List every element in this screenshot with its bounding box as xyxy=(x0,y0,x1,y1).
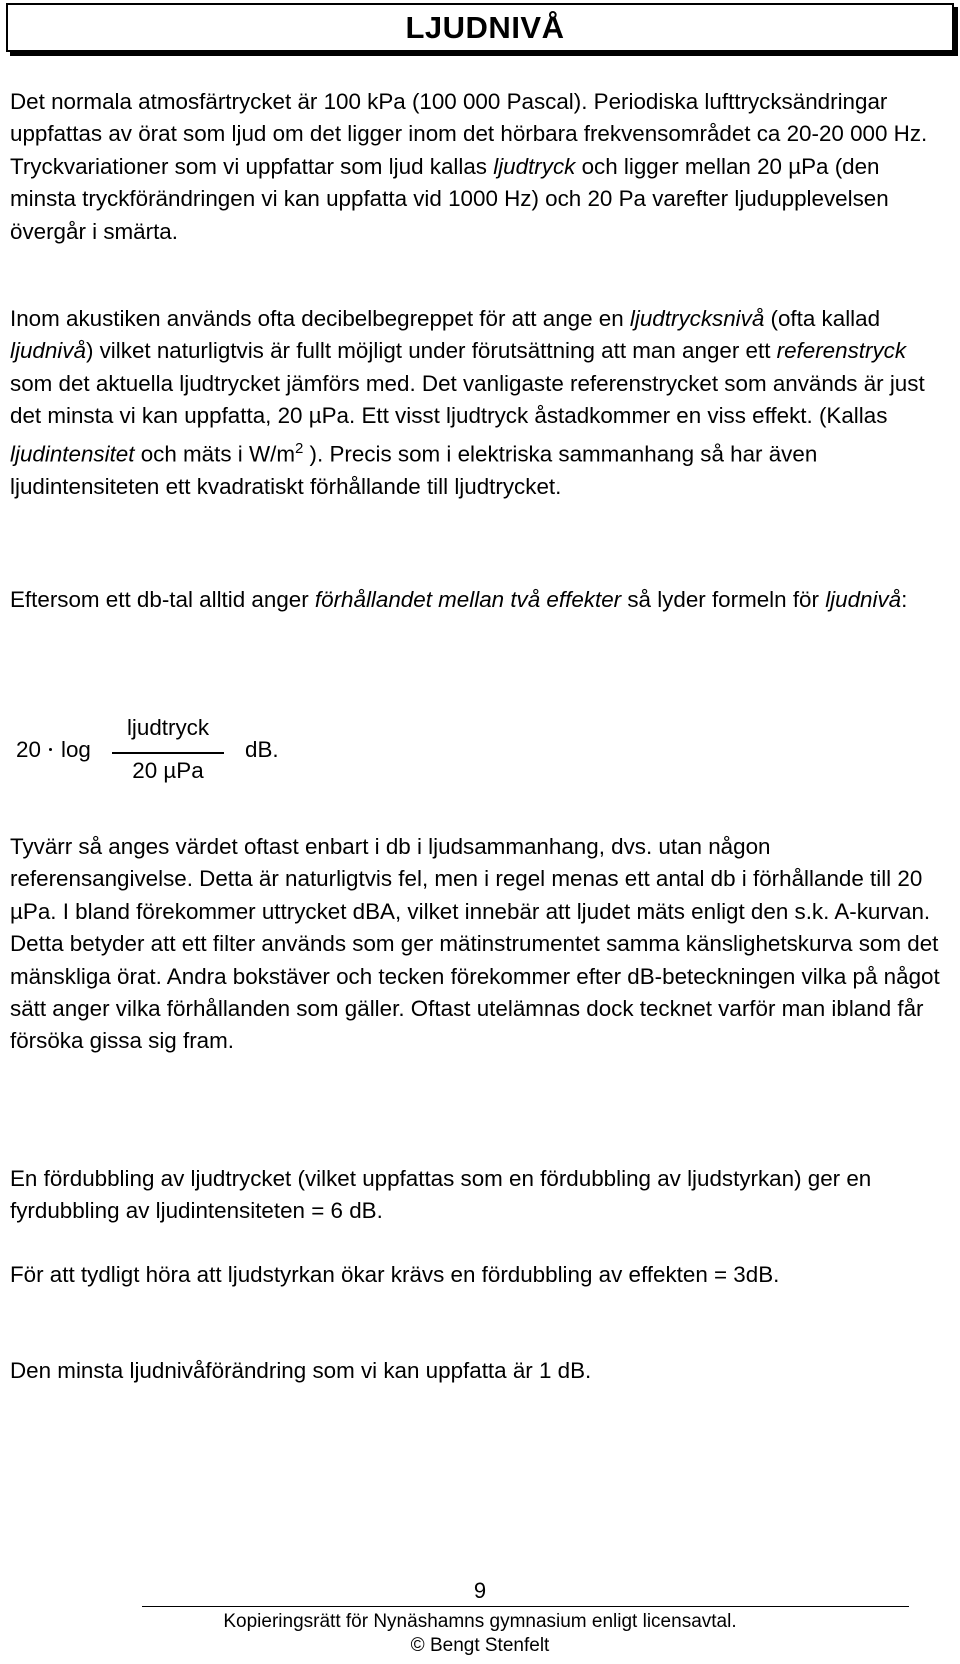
paragraph-text: Den minsta ljudnivåförändring som vi kan uppfatta är 1 dB. xyxy=(10,1358,592,1383)
fraction-bar xyxy=(112,752,224,754)
sound-level-formula xyxy=(16,715,316,805)
paragraph-text: Det normala atmosfärtrycket är 100 kPa (100 000 Pascal). Periodiska lufttrycksändringar uppfattas av örat som ljud om det ligger inom det hörbara frekvensområdet ca 20-20 000 Hz. Tryckvariationer som vi uppfattar som ljud kallas xyxy=(10,89,928,179)
paragraph-text: Eftersom ett db-tal alltid anger xyxy=(10,587,315,612)
paragraph-text: : xyxy=(901,587,908,612)
footer-author: © Bengt Stenfelt xyxy=(410,1635,550,1656)
page-number: 9 xyxy=(473,1578,487,1603)
paragraph-text: så lyder formeln för xyxy=(621,587,826,612)
paragraph-text: ). Precis som i elektriska sammanhang så har även ljudintensiteten ett kvadratiskt förhållande till ljudtrycket. xyxy=(10,441,818,499)
page-title: LJUDNIVÅ xyxy=(405,9,565,45)
paragraph-sound-pressure-level xyxy=(10,303,950,503)
superscript: 2 xyxy=(294,439,304,457)
paragraph-text: En fördubbling av ljudtrycket (vilket uppfattas som en fördubbling av ljudstyrkan) ger en fyrdubbling av ljudintensiteten = 6 dB. xyxy=(10,1166,872,1224)
paragraph-text: som det aktuella ljudtrycket jämförs med. Det vanligaste referenstrycket som används är just det minsta vi kan uppfatta, 20 µPa. Ett visst ljudtryck åstadkommer en viss effekt. (Kallas xyxy=(10,370,925,429)
paragraph-text: och ligger mellan 20 µPa (den minsta tryckförändringen vi kan uppfatta vid 1000 Hz) och 20 Pa varefter ljudupplevelsen övergår i smärta. xyxy=(10,153,889,244)
formula-numerator: ljudtryck xyxy=(126,715,210,740)
formula-unit: dB. xyxy=(245,737,279,762)
paragraph-atmospheric-pressure xyxy=(10,86,950,248)
paragraph-text: ) vilket naturligtvis är fullt möjligt under förutsättning att man anger ett xyxy=(85,338,777,364)
emphasis-term: referenstryck xyxy=(776,338,907,364)
emphasis-term: förhållandet mellan två effekter xyxy=(314,587,622,612)
emphasis-term: ljudtrycksnivå xyxy=(629,306,765,331)
formula-coefficient: 20 xyxy=(16,737,41,762)
formula-log: log xyxy=(61,737,91,762)
emphasis-term: ljudnivå xyxy=(10,338,86,364)
paragraph-db-usage xyxy=(10,831,950,1058)
paragraph-formula-intro xyxy=(10,584,950,616)
paragraph-doubling-pressure xyxy=(10,1163,950,1228)
footer-copyright: Kopieringsrätt för Nynäshamns gymnasium enligt licensavtal. xyxy=(223,1611,737,1632)
multiplication-dot xyxy=(49,748,52,751)
title-box xyxy=(6,3,954,52)
paragraph-text: Inom akustiken används ofta decibelbegreppet för att ange en xyxy=(10,306,630,331)
paragraph-doubling-power xyxy=(10,1259,950,1291)
emphasis-term: ljudtryck xyxy=(493,153,576,179)
emphasis-term: ljudintensitet xyxy=(10,441,135,467)
paragraph-text: och mäts i W/m xyxy=(134,441,295,467)
formula-denominator: 20 µPa xyxy=(132,758,204,783)
paragraph-text: Tyvärr så anges värdet oftast enbart i db i ljudsammanhang, dvs. utan någon referensangivelse. Detta är naturligtvis fel, men i regel menas ett antal db i förhållande till 20 µPa. I bland förekommer uttrycket dBA, vilket innebär att ljudet mäts enligt den s.k. A-kurvan. Detta betyder att ett filter används som ger mätinstrumentet samma känslighetskurva som det mänskliga örat. Andra bokstäver och tecken förekommer efter dB-beteckningen vilka på något sätt anger vilka förhållanden som gäller. Oftast utelämnas dock tecknet varför man ibland får försöka gissa sig fram. xyxy=(10,834,940,1054)
paragraph-minimum-change xyxy=(10,1355,950,1387)
footer-divider xyxy=(142,1606,909,1607)
paragraph-text: (ofta kallad xyxy=(764,306,881,331)
emphasis-term: ljudnivå xyxy=(825,587,902,612)
paragraph-text: För att tydligt höra att ljudstyrkan ökar krävs en fördubbling av effekten = 3dB. xyxy=(10,1262,780,1287)
